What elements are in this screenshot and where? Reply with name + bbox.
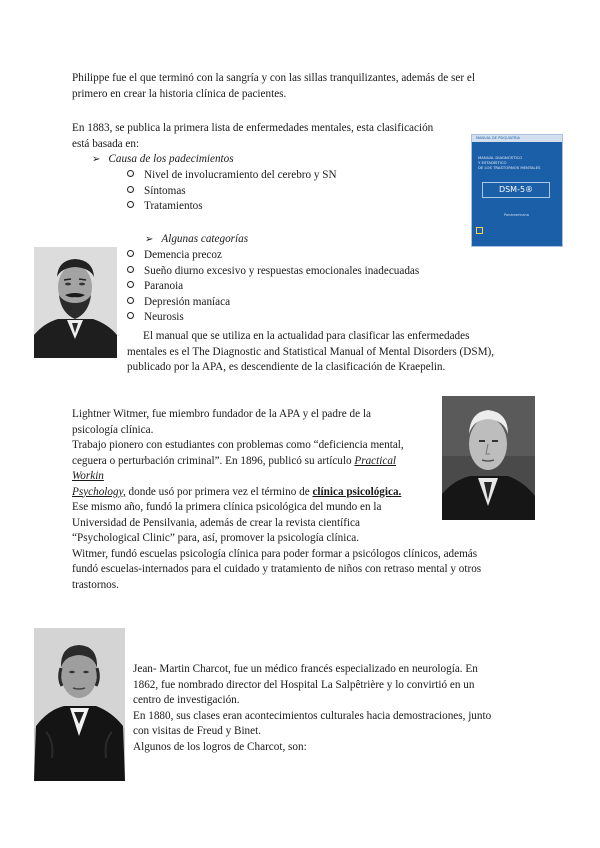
dsm-cover-header: MANUAL DE PSIQUIATRÍA [476,136,520,140]
list-item [127,248,419,264]
charcot-line: centro de investigación. [133,694,240,706]
arrow-bullet-icon: ➢ [92,154,101,165]
manual-dsm-paragraph [127,329,494,376]
witmer-line [72,485,481,501]
witmer-line-text: ceguera o perturbación criminal”. En 1896, publicó su artículo [72,454,355,467]
witmer-line: “Psychological Clinic” para, así, promover la psicología clínica. [72,532,360,544]
list-item [127,264,419,280]
workin-article-link[interactable]: Workin [72,470,104,482]
charcot-line: En 1880, sus clases eran acontecimientos culturales hacia demostraciones, junto [133,709,492,722]
causa-list [127,168,337,215]
dsm-title-line: DE LOS TRASTORNOS MENTALES [478,165,541,170]
circle-bullet-icon [127,170,134,177]
witmer-paragraph [72,407,481,593]
list-item [127,310,419,326]
witmer-line: Universidad de Pensilvania, además de crear la revista científica [72,516,360,529]
causa-heading [92,152,234,168]
circle-bullet-icon [127,297,134,304]
categorias-heading-text: Algunas categorías [161,233,249,245]
manual-line: El manual que se utiliza en la actualidad para clasificar las enfermedades [143,330,470,342]
categorias-heading [145,232,248,248]
clinica-psicologica-term: clínica psicológica. [312,485,402,498]
practical-article-link[interactable]: Practical [354,454,397,467]
manual-line: publicado por la APA, es descendiente de la clasificación de Kraepelin. [127,361,446,373]
philippe-line: Philippe fue el que terminó con la sangría y con las sillas tranquilizantes, además de ser el [72,72,475,84]
list-item-text: Paranoia [144,280,184,292]
list-item-text: Nivel de involucramiento del cerebro y SN [144,169,337,181]
list-item-text: Neurosis [144,311,184,323]
intro-line: está basada en: [72,137,140,150]
dsm-cover-logo-icon [476,227,483,234]
categorias-list [127,248,419,326]
manual-line: mentales es el The Diagnostic and Statistical Manual of Mental Disorders (DSM), [127,345,495,358]
charcot-line: 1862, fue nombrado director del Hospital La Salpêtrière y lo convirtió en un [133,678,475,691]
philippe-paragraph [72,71,475,102]
witmer-line: fundó escuelas-internados para el cuidado y tratamiento de niños con retraso mental y otros [72,563,482,575]
arrow-bullet-icon: ➢ [145,234,154,245]
witmer-line: psicología clínica. [72,423,154,436]
dsm-cover-edition: DSM-5® [482,182,550,198]
circle-bullet-icon [127,250,134,257]
dsm-title-line: Y ESTADÍSTICO [478,160,507,165]
witmer-line [72,469,481,485]
dsm-book-cover [472,135,562,246]
circle-bullet-icon [127,201,134,208]
circle-bullet-icon [127,266,134,273]
list-item [127,295,419,311]
witmer-line: trastornos. [72,578,119,591]
dsm-cover-title [478,155,556,170]
list-item [127,184,337,200]
witmer-line: Witmer, fundó escuelas psicología clínica para poder formar a psicólogos clínicos, además [72,547,478,560]
list-item-text: Tratamientos [144,200,203,212]
circle-bullet-icon [127,312,134,319]
witmer-line: Trabajo pionero con estudiantes con problemas como “deficiencia mental, [72,439,404,451]
intro-line: En 1883, se publica la primera lista de enfermedades mentales, esta clasificación [72,122,434,134]
psychology-article-link[interactable]: Psychology, [72,485,126,498]
list-item-text: Síntomas [144,184,186,197]
charcot-portrait [34,628,125,781]
charcot-line: con visitas de Freud y Binet. [133,725,262,737]
witmer-line [72,454,481,470]
clasificacion-intro [72,121,433,152]
philippe-line: primero en crear la historia clínica de pacientes. [72,87,287,100]
circle-bullet-icon [127,281,134,288]
charcot-line: Algunos de los logros de Charcot, son: [133,740,307,753]
witmer-line: Lightner Witmer, fue miembro fundador de la APA y el padre de la [72,408,371,420]
charcot-paragraph [133,662,491,755]
list-item-text: Demencia precoz [144,249,222,261]
dsm-title-line: MANUAL DIAGNÓSTICO [478,155,523,160]
list-item-text: Sueño diurno excesivo y respuestas emocionales inadecuadas [144,264,420,277]
list-item-text: Depresión maníaca [144,295,231,308]
list-item [127,199,337,215]
dsm-cover-publisher: Panamericana [504,213,529,217]
list-item [127,279,419,295]
circle-bullet-icon [127,186,134,193]
witmer-line: Ese mismo año, fundó la primera clínica psicológica del mundo en la [72,501,382,513]
kraepelin-portrait [34,247,117,358]
witmer-line-text: donde usó por primera vez el término de [125,485,313,498]
list-item [127,168,337,184]
charcot-line: Jean- Martin Charcot, fue un médico francés especializado en neurología. En [133,663,478,675]
causa-heading-text: Causa de los padecimientos [108,153,234,165]
